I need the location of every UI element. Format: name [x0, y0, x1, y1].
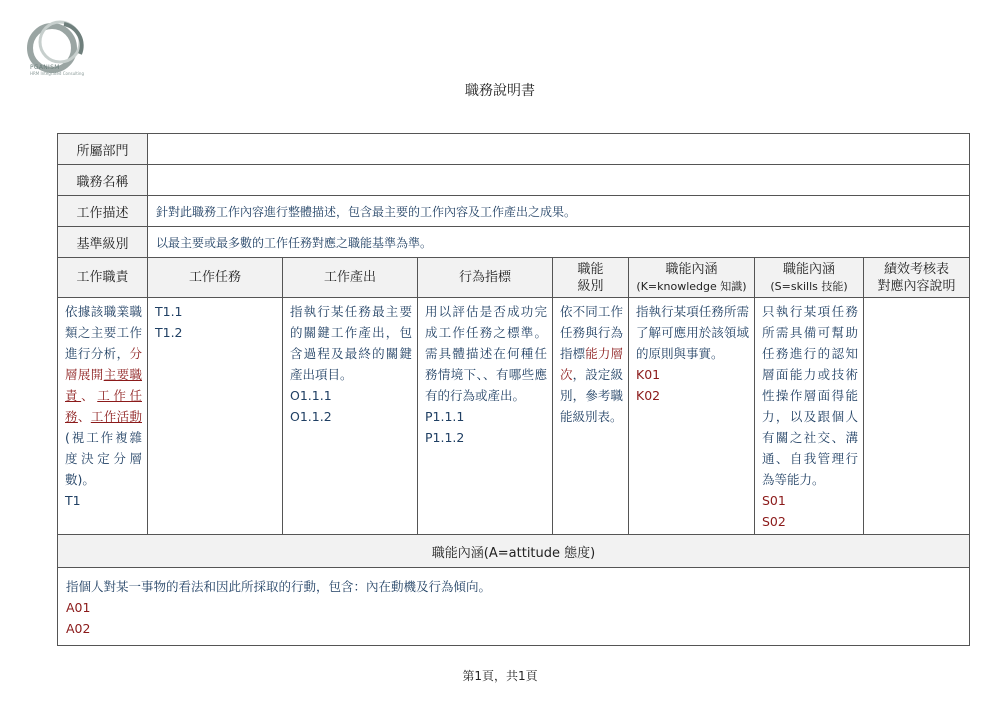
- duty-separator: 、: [81, 388, 98, 403]
- duty-separator: 、: [77, 409, 91, 424]
- duty-code: T1: [65, 493, 81, 508]
- logo-text: PGANISM: [30, 64, 60, 71]
- department-label: 所屬部門: [58, 134, 148, 165]
- attitude-header: 職能內涵(A=attitude 態度): [58, 535, 970, 568]
- attitude-cell: [58, 568, 970, 646]
- skills-code: S02: [762, 514, 786, 529]
- behavior-code: P1.1.2: [425, 430, 465, 445]
- level-label: 基準級別: [58, 227, 148, 258]
- header-knowledge: [629, 258, 755, 298]
- page-footer: 第1頁，共1頁: [462, 669, 538, 683]
- job-description-table: [57, 133, 970, 646]
- level-desc-emphasis: 能力層次: [560, 346, 623, 382]
- output-text: 指執行某任務最主要的關鍵工作產出，包含過程及最終的關鍵產出項目。: [290, 304, 412, 382]
- header-level: [553, 258, 629, 298]
- job-name-label: 職務名稱: [58, 165, 148, 196]
- content-row: [58, 298, 970, 535]
- level-desc-text: 依不同工作任務與行為指標: [560, 304, 623, 361]
- skills-text: 只執行某項任務所需具備可幫助任務進行的認知層面能力或技術性操作層面得能力，以及跟個人有關之社交、溝通、自我管理行為等能力。: [762, 304, 858, 487]
- duty-text: 依據該職業職類之主要工作進行分析，: [65, 304, 142, 361]
- output-cell: [283, 298, 418, 535]
- row-department: [58, 134, 970, 165]
- duty-emphasis: 分層展開: [65, 346, 142, 382]
- knowledge-cell: [629, 298, 755, 535]
- logo-subtitle: HRM Integrated Consulting: [30, 71, 84, 76]
- duty-link-activity: 工作活動: [90, 409, 142, 424]
- header-knowledge-line1: 職能內涵: [665, 261, 718, 277]
- attitude-code: A01: [66, 600, 91, 615]
- task-code: T1.1: [155, 304, 183, 319]
- header-task: 工作任務: [148, 258, 283, 298]
- job-name-value: [148, 165, 970, 196]
- task-cell: [148, 298, 283, 535]
- header-skills-line2: (S=skills 技能): [770, 279, 848, 293]
- skills-cell: [755, 298, 864, 535]
- output-code: O1.1.2: [290, 409, 332, 424]
- header-performance-line2: 對應內容說明: [877, 278, 956, 294]
- header-output: 工作產出: [283, 258, 418, 298]
- performance-cell: [864, 298, 970, 535]
- header-behavior: 行為指標: [418, 258, 553, 298]
- header-level-line1: 職能: [577, 261, 604, 277]
- behavior-cell: [418, 298, 553, 535]
- knowledge-code: K02: [636, 388, 661, 403]
- header-duty: 工作職責: [58, 258, 148, 298]
- task-code: T1.2: [155, 325, 183, 340]
- knowledge-code: K01: [636, 367, 661, 382]
- level-desc-cell: [553, 298, 629, 535]
- duty-cell: [58, 298, 148, 535]
- row-job-desc: [58, 196, 970, 227]
- header-row: [58, 258, 970, 298]
- attitude-text: 指個人對某一事物的看法和因此所採取的行動，包含：內在動機及行為傾向。: [66, 579, 492, 594]
- skills-code: S01: [762, 493, 786, 508]
- behavior-code: P1.1.1: [425, 409, 465, 424]
- behavior-text: 用以評估是否成功完成工作任務之標準。需具體描述在何種任務情境下、、有哪些應有的行為或產出。: [425, 304, 547, 403]
- header-skills: [755, 258, 864, 298]
- header-skills-line1: 職能內涵: [782, 261, 835, 277]
- job-desc-label: 工作描述: [58, 196, 148, 227]
- header-level-line2: 級別: [577, 278, 604, 294]
- attitude-code: A02: [66, 621, 91, 636]
- duty-link-main-duty: 主要職責: [65, 367, 142, 403]
- document-title: 職務說明書: [465, 83, 535, 99]
- header-performance: [864, 258, 970, 298]
- attitude-body-row: [58, 568, 970, 646]
- job-desc-value: 針對此職務工作內容進行整體描述，包含最主要的工作內容及工作產出之成果。: [148, 196, 970, 227]
- output-code: O1.1.1: [290, 388, 332, 403]
- knowledge-text: 指執行某項任務所需了解可應用於該領域的原則與事實。: [636, 304, 749, 361]
- header-knowledge-line2: (K=knowledge 知識): [636, 279, 747, 293]
- duty-link-task: 工作任務: [65, 388, 142, 424]
- row-job-name: [58, 165, 970, 196]
- level-value: 以最主要或最多數的工作任務對應之職能基準為準。: [148, 227, 970, 258]
- level-desc-note: ，設定級別，參考職能級別表。: [560, 367, 623, 424]
- header-performance-line1: 績效考核表: [884, 261, 950, 277]
- row-level: [58, 227, 970, 258]
- attitude-header-row: [58, 535, 970, 568]
- duty-note: (視工作複雜度決定分層數)。: [65, 430, 142, 487]
- department-value: [148, 134, 970, 165]
